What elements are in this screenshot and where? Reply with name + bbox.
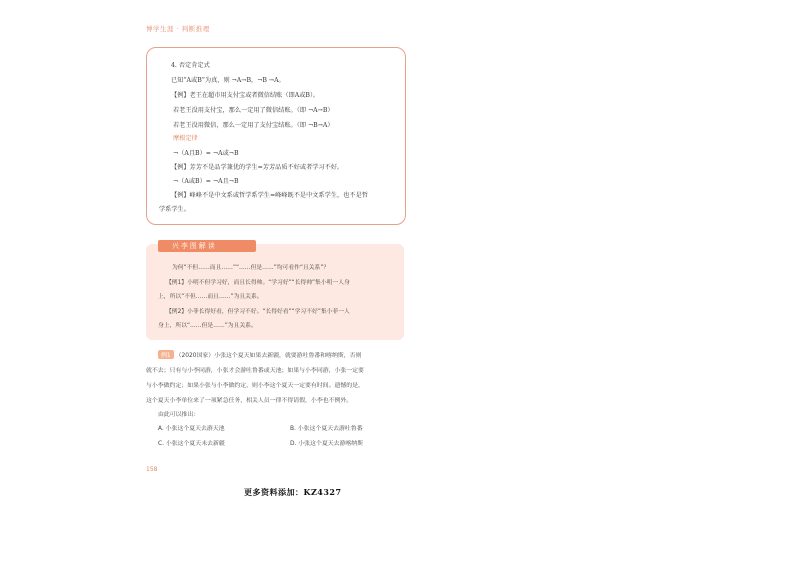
running-header: 博学生涯 · 判断推理	[146, 25, 210, 33]
box2-line-2: 【例1】小明不但学习好，而且长得帅。“学习好”“长得帅”集小明一人身	[166, 280, 350, 286]
question-line-4: 这个夏天小李单位来了一项紧急任务，相关人员一律不得请假，小李也不例外。	[146, 398, 353, 404]
box1-line-1: 4. 否定肯定式	[171, 62, 210, 69]
question-prompt: 由此可以推出：	[158, 412, 200, 418]
option-c: C. 小张这个夏天未去新疆	[158, 441, 225, 447]
box1-line-9: ¬（A或B）= ¬A且¬B	[173, 178, 239, 185]
option-d: D. 小张这个夏天去游喀纳斯	[290, 441, 364, 447]
concept-box	[146, 47, 406, 225]
question-line-2: 就不去；只有与小李同游，小张才会游吐鲁番或天池；如果与小李同游，小张一定要	[146, 368, 364, 374]
box1-line-11: 学系学生。	[159, 206, 190, 213]
box2-line-5: 身上，所以“……但是……”为且关系。	[158, 323, 257, 329]
page-number: 158	[146, 466, 158, 473]
box2-line-1: 为何“不但……而且……”“……但是……”均可看作“且关系”？	[172, 265, 330, 271]
box1-line-3: 【例】老王在超市用支付宝或者微信结账（即A或B）。	[171, 92, 320, 99]
question-line-3: 与小李做约定；如果小张与小李做约定，则小李这个夏天一定要有时间。遗憾的是，	[146, 383, 364, 389]
box1-line-4: 若老王没用支付宝，那么一定用了微信结账。（即 ¬A→B）	[173, 107, 334, 114]
box1-subheading: 摩根定律	[173, 135, 198, 142]
box1-line-7: ¬（A且B）= ¬A或¬B	[173, 150, 239, 157]
box2-line-3: 上，所以“不但……而且……”为且关系。	[158, 294, 263, 300]
footer-note: 更多资料添加：KZ4327	[244, 487, 342, 497]
question-line-1: 例1 （2020国家）小张这个夏天如果去新疆，就要游吐鲁番和喀纳斯，否则	[158, 350, 361, 359]
question-tag: 例1	[158, 350, 174, 359]
option-b: B. 小张这个夏天去游吐鲁番	[290, 426, 363, 432]
box1-line-8: 【例】芳芳不是品学兼优的学生=芳芳品质不好或者学习不好。	[171, 164, 344, 171]
option-a: A. 小张这个夏天去游天池	[158, 426, 225, 432]
box1-line-2: 已知“A或B”为真，则 ¬A→B，¬B →A。	[171, 77, 285, 84]
explanation-box	[146, 244, 404, 340]
box1-line-10: 【例】峰峰不是中文系或哲学系学生=峰峰既不是中文系学生，也不是哲	[171, 192, 368, 199]
box1-line-5: 若老王没用微信，那么一定用了支付宝结账。（即 ¬B→A）	[173, 122, 334, 129]
section-tag: 兴 李 图 解 读	[158, 240, 256, 252]
box2-line-4: 【例2】小菲长得好看，但学习不好。“长得好看”“学习不好”集小菲一人	[166, 309, 350, 315]
